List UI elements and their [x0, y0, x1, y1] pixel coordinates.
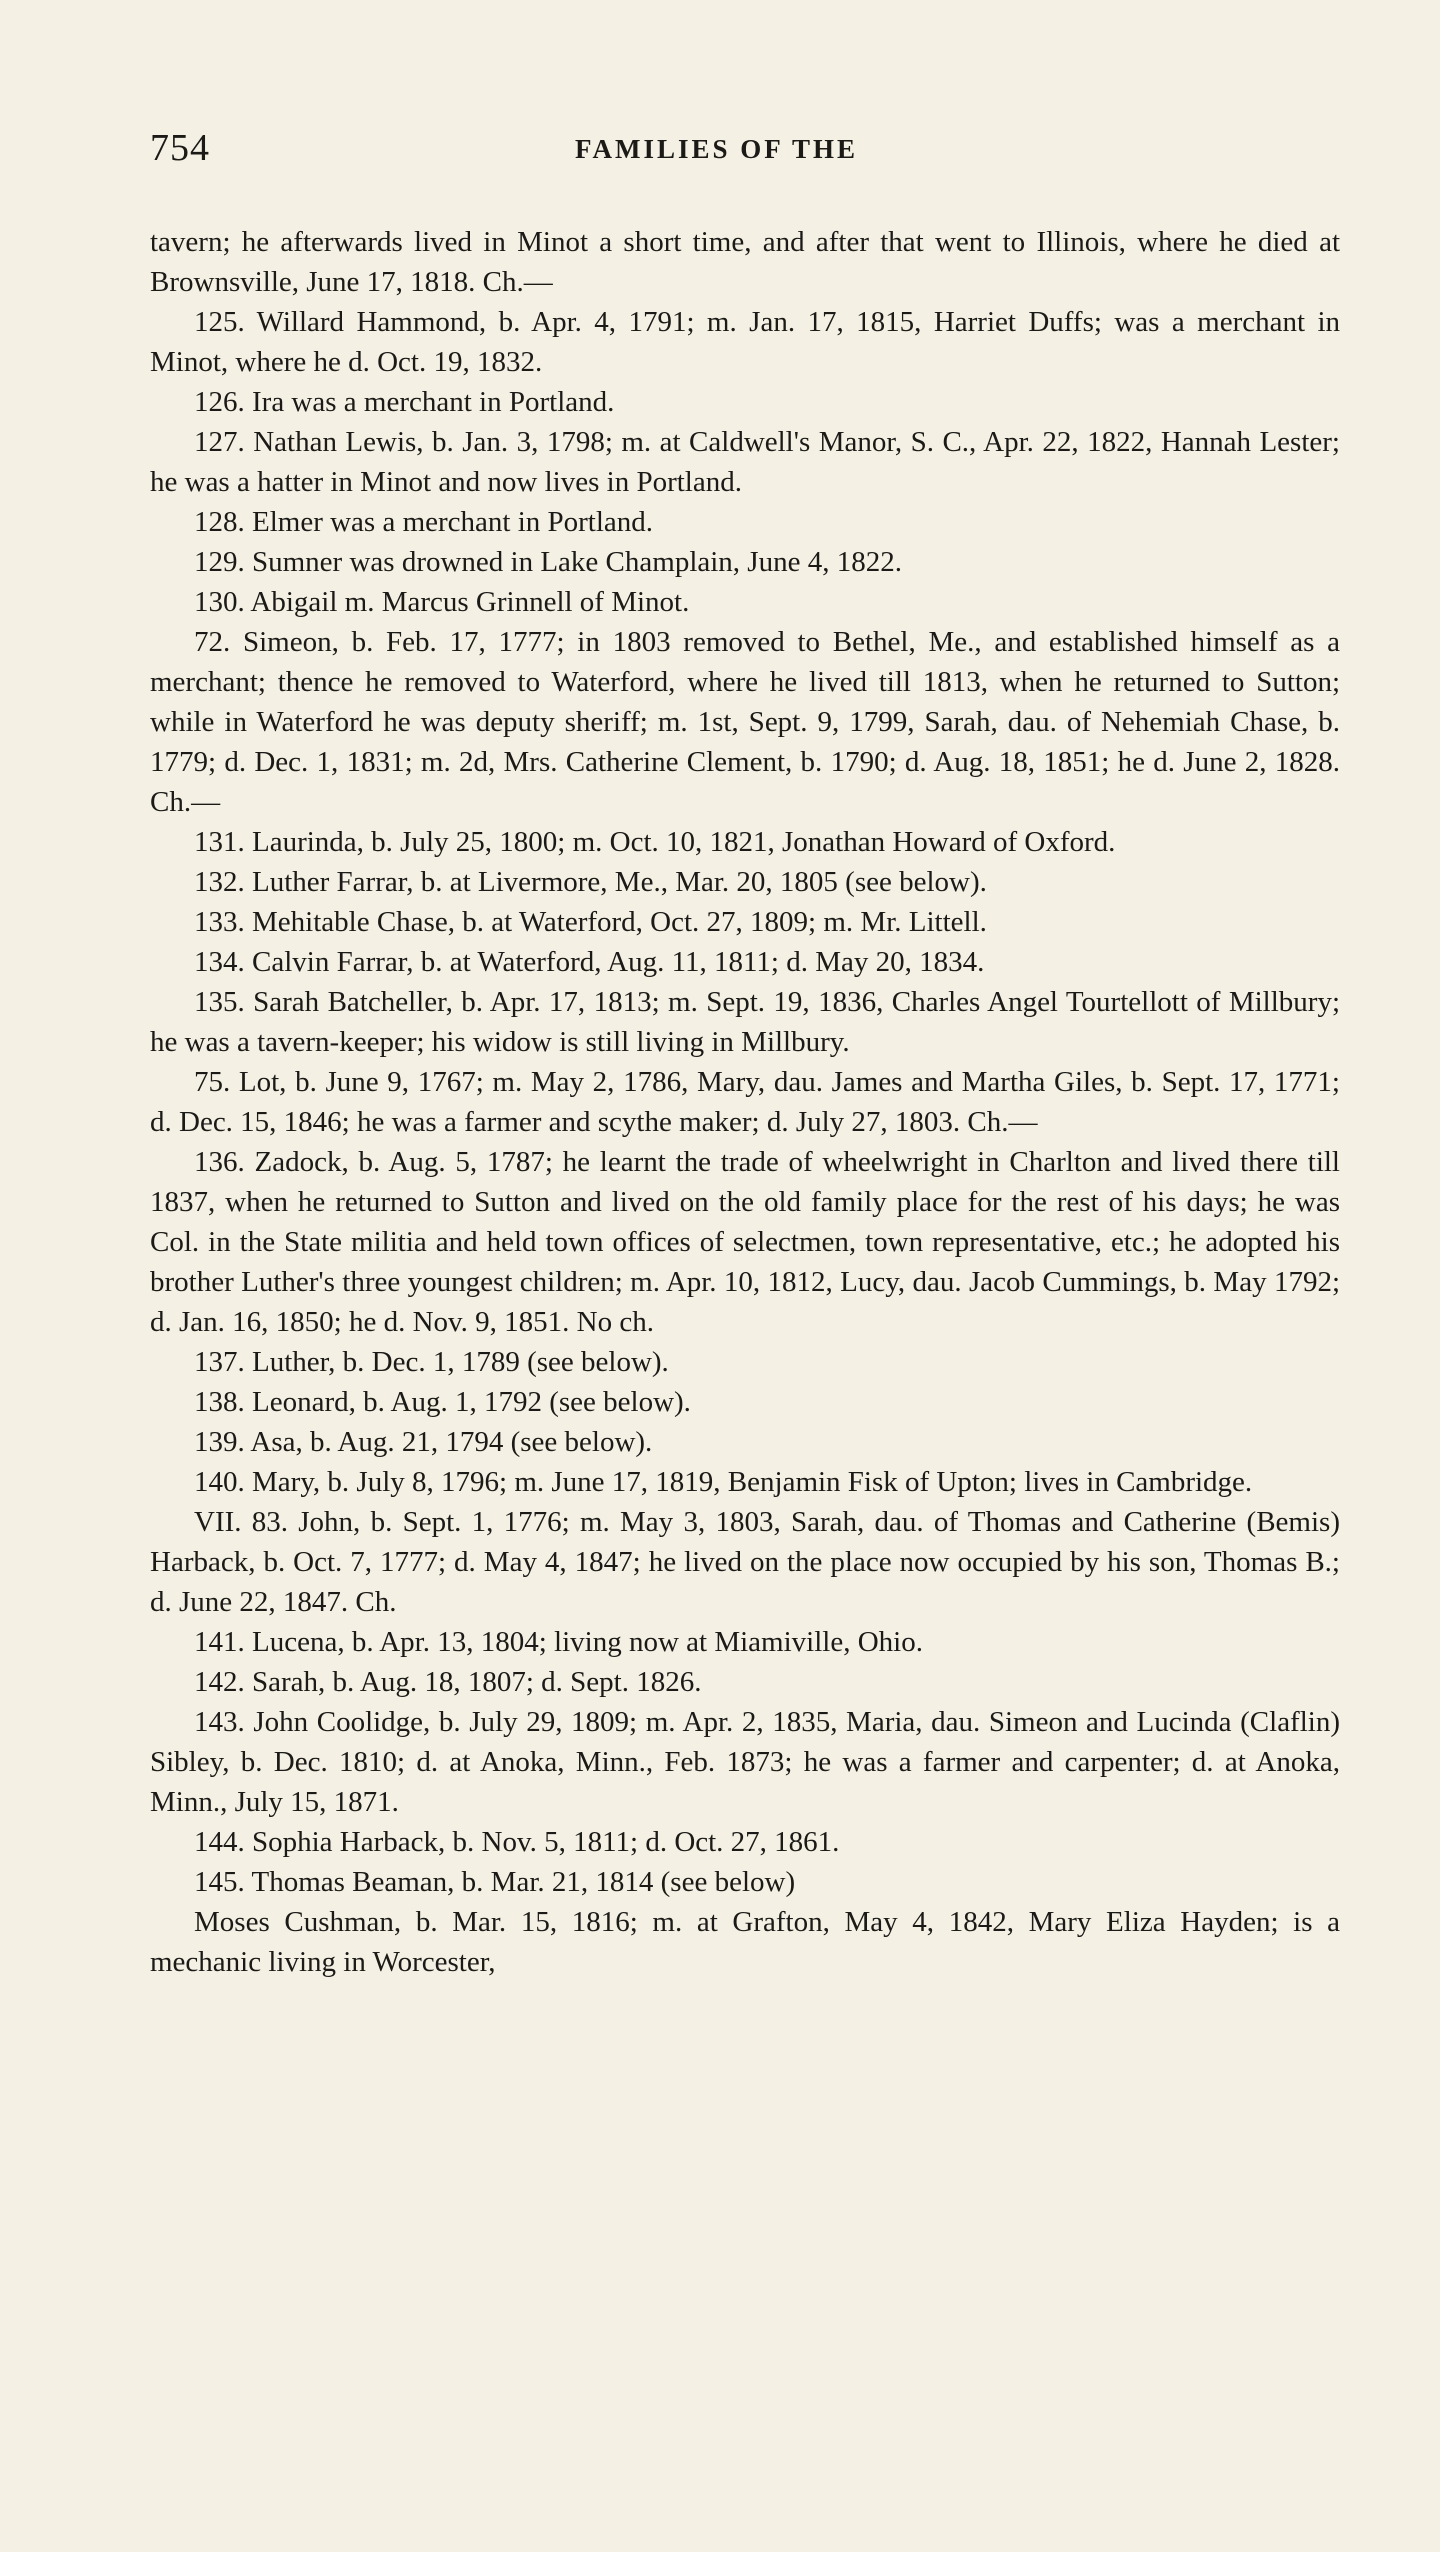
entry-130: 130. Abigail m. Marcus Grinnell of Minot.	[194, 586, 690, 618]
entry-75: 75. Lot, b. June 9, 1767; m. May 2, 1786, Mary, dau. James and Martha Giles, b. Sept. 17, 1771; d. Dec. 15, 1846; he was a farmer and scythe maker; d. July 27, 1803. Ch.—	[150, 1066, 1340, 1138]
entry-138: 138. Leonard, b. Aug. 1, 1792 (see below).	[194, 1386, 691, 1418]
entry-127: 127. Nathan Lewis, b. Jan. 3, 1798; m. at Caldwell's Manor, S. C., Apr. 22, 1822, Hannah Lester; he was a hatter in Minot and now lives in Portland.	[150, 426, 1340, 498]
entry-135: 135. Sarah Batcheller, b. Apr. 17, 1813; m. Sept. 19, 1836, Charles Angel Tourtellott of Millbury; he was a tavern-keeper; his widow is still living in Millbury.	[150, 986, 1340, 1058]
entry-145: 145. Thomas Beaman, b. Mar. 21, 1814 (see below)	[194, 1866, 796, 1898]
entry-139: 139. Asa, b. Aug. 21, 1794 (see below).	[194, 1426, 653, 1458]
entry-133: 133. Mehitable Chase, b. at Waterford, Oct. 27, 1809; m. Mr. Littell.	[194, 906, 987, 938]
page-header	[150, 126, 1340, 176]
entry-142: 142. Sarah, b. Aug. 18, 1807; d. Sept. 1826.	[194, 1666, 702, 1698]
entry-131: 131. Laurinda, b. July 25, 1800; m. Oct. 10, 1821, Jonathan Howard of Oxford.	[194, 826, 1116, 858]
entry-136: 136. Zadock, b. Aug. 5, 1787; he learnt the trade of wheelwright in Charlton and lived there till 1837, when he returned to Sutton and lived on the old family place for the rest of his days; he was Col. in the State militia and held town offices of selectmen, town representative, etc.; he adopted his brother Luther's three youngest children; m. Apr. 10, 1812, Lucy, dau. Jacob Cummings, b. May 1792; d. Jan. 16, 1850; he d. Nov. 9, 1851. No ch.	[150, 1146, 1340, 1338]
entry-143: 143. John Coolidge, b. July 29, 1809; m. Apr. 2, 1835, Maria, dau. Simeon and Lucinda (Claflin) Sibley, b. Dec. 1810; d. at Anoka, Minn., Feb. 1873; he was a farmer and carpenter; d. at Anoka, Minn., July 15, 1871.	[150, 1706, 1340, 1818]
entry-125: 125. Willard Hammond, b. Apr. 4, 1791; m. Jan. 17, 1815, Harriet Duffs; was a merchant in Minot, where he d. Oct. 19, 1832.	[150, 306, 1340, 378]
entry-141: 141. Lucena, b. Apr. 13, 1804; living now at Miamiville, Ohio.	[194, 1626, 923, 1658]
running-head: FAMILIES OF THE	[575, 134, 859, 164]
entry-144: 144. Sophia Harback, b. Nov. 5, 1811; d. Oct. 27, 1861.	[194, 1826, 840, 1858]
entry-129: 129. Sumner was drowned in Lake Champlain, June 4, 1822.	[194, 546, 902, 578]
entry-128: 128. Elmer was a merchant in Portland.	[194, 506, 654, 538]
paragraph-tavern-continuation: tavern; he afterwards lived in Minot a short time, and after that went to Illinois, where he died at Brownsville, June 17, 1818. Ch.—	[150, 226, 1340, 298]
entry-126: 126. Ira was a merchant in Portland.	[194, 386, 615, 418]
entry-137: 137. Luther, b. Dec. 1, 1789 (see below).	[194, 1346, 669, 1378]
entry-moses-cushman: Moses Cushman, b. Mar. 15, 1816; m. at Grafton, May 4, 1842, Mary Eliza Hayden; is a mechanic living in Worcester,	[150, 1906, 1340, 1978]
entry-134: 134. Calvin Farrar, b. at Waterford, Aug. 11, 1811; d. May 20, 1834.	[194, 946, 985, 978]
entry-83: VII. 83. John, b. Sept. 1, 1776; m. May 3, 1803, Sarah, dau. of Thomas and Catherine (Bemis) Harback, b. Oct. 7, 1777; d. May 4, 1847; he lived on the place now occupied by his son, Thomas B.; d. June 22, 1847. Ch.	[150, 1506, 1340, 1618]
entry-140: 140. Mary, b. July 8, 1796; m. June 17, 1819, Benjamin Fisk of Upton; lives in Cambridge.	[194, 1466, 1253, 1498]
entry-72: 72. Simeon, b. Feb. 17, 1777; in 1803 removed to Bethel, Me., and established himself as a merchant; thence he removed to Waterford, where he lived till 1813, when he returned to Sutton; while in Waterford he was deputy sheriff; m. 1st, Sept. 9, 1799, Sarah, dau. of Nehemiah Chase, b. 1779; d. Dec. 1, 1831; m. 2d, Mrs. Catherine Clement, b. 1790; d. Aug. 18, 1851; he d. June 2, 1828. Ch.—	[150, 626, 1340, 818]
genealogy-text	[150, 222, 1340, 1982]
page-number: 754	[150, 127, 210, 169]
entry-132: 132. Luther Farrar, b. at Livermore, Me., Mar. 20, 1805 (see below).	[194, 866, 987, 898]
